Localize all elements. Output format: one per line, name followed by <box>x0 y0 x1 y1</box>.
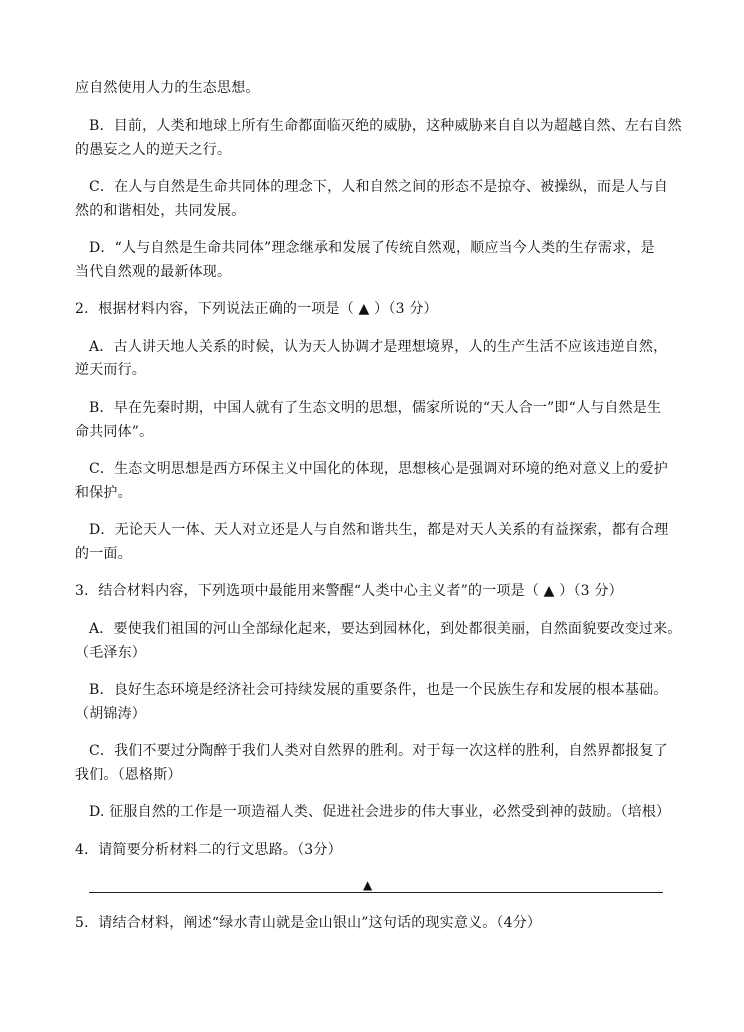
q3-option-b-line-1: B．良好生态环境是经济社会可持续发展的重要条件，也是一个民族生存和发展的根本基础。 <box>89 682 668 698</box>
answer-line[interactable] <box>89 892 663 893</box>
question-3: 3．结合材料内容，下列选项中最能用来警醒“人类中心主义者”的一项是（ ▲ ）（3 分） <box>75 583 623 599</box>
q2-option-d-line-1: D．无论天人一体、天人对立还是人与自然和谐共生，都是对天人关系的有益探索，都有合理 <box>89 522 669 538</box>
question-5: 5．请结合材料，阐述“绿水青山就是金山银山”这句话的现实意义。（4分） <box>75 915 542 931</box>
q2-option-a-line-1: A．古人讲天地人关系的时候，认为天人协调才是理想境界，人的生产生活不应该违逆自然， <box>89 339 668 355</box>
q2-option-b-line-1: B．早在先秦时期，中国人就有了生态文明的思想，儒家所说的“天人合一”即“人与自然是生 <box>89 400 662 416</box>
q3-option-b-line-2: （胡锦涛） <box>75 706 146 722</box>
text-line: 应自然使用人力的生态思想。 <box>75 80 260 96</box>
q2-option-c-line-1: C．生态文明思想是西方环保主义中国化的体现，思想核心是强调对环境的绝对意义上的爱护 <box>89 461 668 477</box>
option-d-line-2: 当代自然观的最新体现。 <box>75 264 232 280</box>
question-2: 2．根据材料内容，下列说法正确的一项是（ ▲ ）（3 分） <box>75 301 438 317</box>
q3-option-d-line-1: D. 征服自然的工作是一项造福人类、促进社会进步的伟大事业，必然受到神的鼓励。（培根） <box>89 804 671 820</box>
q3-option-c-line-1: C．我们不要过分陶醉于我们人类对自然界的胜利。对于每一次这样的胜利，自然界都报复了 <box>89 743 668 759</box>
q3-option-a-line-1: A．要使我们祖国的河山全部绿化起来，要达到园林化，到处都很美丽，自然面貌要改变过来。 <box>89 621 682 637</box>
option-b-line-2: 的愚妄之人的逆天之行。 <box>75 142 232 158</box>
option-c-line-1: C．在人与自然是生命共同体的理念下，人和自然之间的形态不是掠夺、被操纵，而是人与自 <box>89 179 668 195</box>
answer-triangle-icon: ▲ <box>363 878 373 892</box>
option-d-line-1: D．“人与自然是生命共同体”理念继承和发展了传统自然观，顺应当今人类的生存需求，是 <box>89 240 655 256</box>
q2-option-b-line-2: 命共同体”。 <box>75 424 154 440</box>
q3-option-c-line-2: 我们。（恩格斯） <box>75 767 182 783</box>
option-b-line-1: B．目前，人类和地球上所有生命都面临灭绝的威胁，这种威胁来自自以为超越自然、左右自然 <box>89 118 682 134</box>
q2-option-d-line-2: 的一面。 <box>75 546 132 562</box>
q3-option-a-line-2: （毛泽东） <box>75 645 146 661</box>
q2-option-a-line-2: 逆天而行。 <box>75 362 146 378</box>
option-c-line-2: 然的和谐相处，共同发展。 <box>75 203 246 219</box>
question-4: 4．请简要分析材料二的行文思路。（3分） <box>75 842 342 858</box>
q2-option-c-line-2: 和保护。 <box>75 485 132 501</box>
